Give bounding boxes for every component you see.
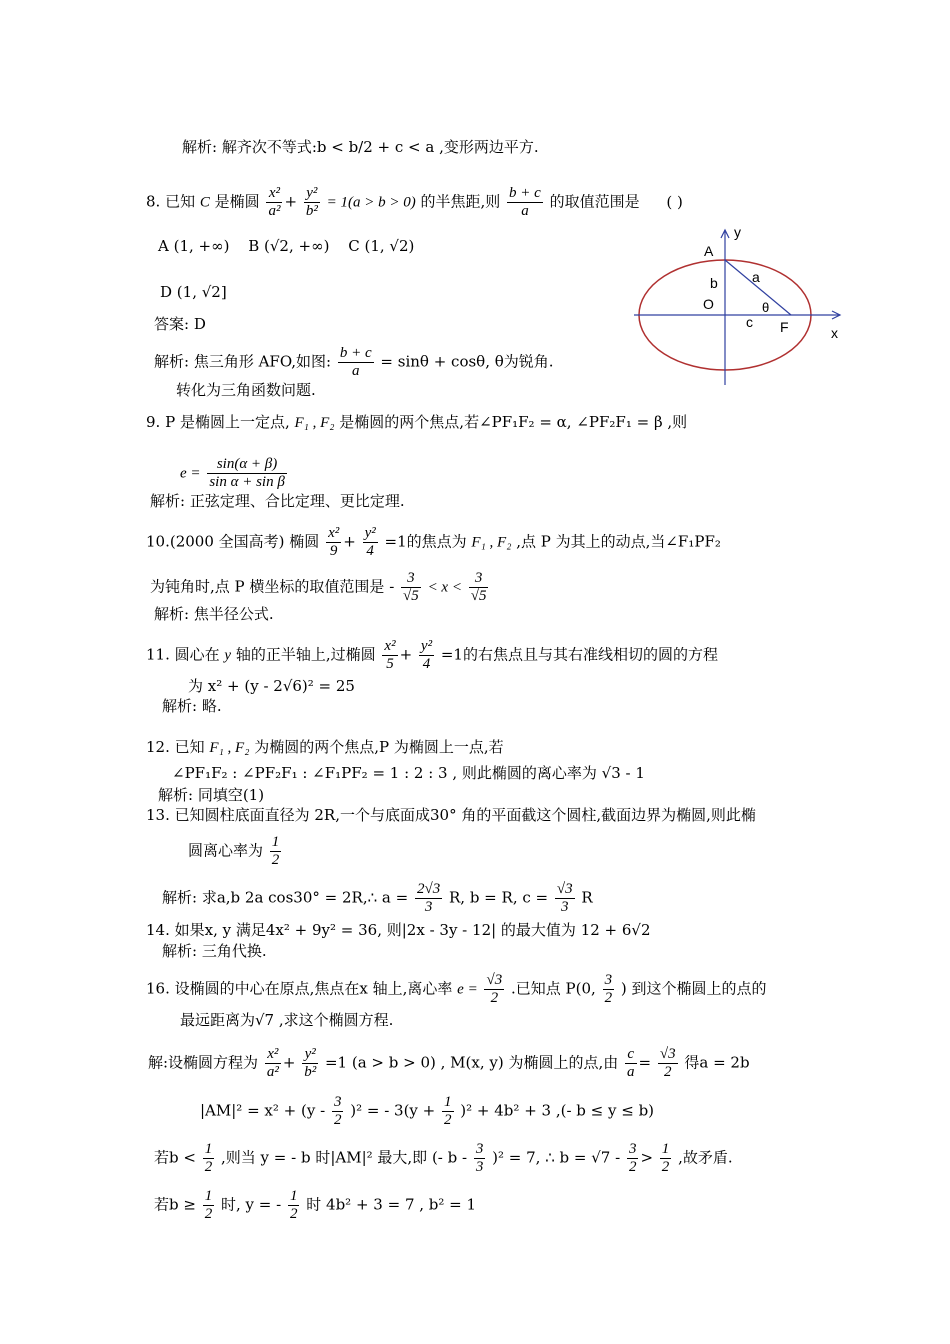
q8-semi-focal: 的半焦距,则 bbox=[420, 192, 501, 211]
q9-e: e = bbox=[180, 465, 201, 482]
s16-case2-b: 时, y = - bbox=[221, 1195, 282, 1214]
q8-condition: = 1(a > b > 0) bbox=[326, 194, 416, 211]
s16-am-1: |AM|² = x² + (y - bbox=[200, 1101, 326, 1120]
frac-3-2: $\frac{3}{2}$ bbox=[604, 972, 613, 1006]
answer-8-text: 答案: D bbox=[154, 315, 206, 333]
sol13-prefix: 解析: 求a,b 2a cos30° = 2R,∴ a = bbox=[162, 888, 409, 907]
q16-distance-text: 最远距离为√7 ,求这个椭圆方程. bbox=[180, 1011, 394, 1029]
question-12 bbox=[146, 737, 504, 758]
frac-x2-9: $\frac{\text{x²}}{9}$ bbox=[328, 525, 340, 559]
frac-2sqrt3-3: $\frac{2√3}{3}$ bbox=[416, 881, 441, 915]
solution-7 bbox=[182, 137, 539, 157]
frac-1-2-b: $\frac{1}{2}$ bbox=[444, 1094, 452, 1128]
solution-9 bbox=[150, 491, 405, 511]
question-10: 10.(2000 全国高考) 椭圆 $\frac{\text{x²}}{9}$ + $\frac{\text{y²}}{4}$ =1的焦点为 F₁ , F₂ ,点 P 为其上的动点,当∠F₁PF₂ bbox=[146, 525, 721, 559]
frac-x2-5: $\frac{\text{x²}}{5}$ bbox=[384, 638, 396, 672]
q8-option-d bbox=[160, 282, 227, 302]
frac-y2-b2-b: $\frac{\text{y²}}{\text{b²}}$ bbox=[304, 1046, 317, 1080]
solution-16-setup: 解:设椭圆方程为 $\frac{\text{x²}}{\text{a²}}$ + $\frac{\text{y²}}{\text{b²}}$ =1 (a > b > 0) , M(x, y) 为椭圆上的点,由 $\frac{c}{a}$ = $\frac{√3}{2}$ 得a = 2b bbox=[148, 1046, 750, 1080]
s16-prefix: 解:设椭圆方程为 bbox=[148, 1053, 259, 1072]
frac-1-2-a: $\frac{1}{2}$ bbox=[271, 834, 280, 868]
label-c: c bbox=[746, 314, 753, 330]
label-a: a bbox=[752, 269, 760, 285]
s16-case1-b: ,则当 y = - b 时|AM|² 最大,即 (- b - bbox=[221, 1148, 468, 1167]
solution-10 bbox=[154, 604, 274, 624]
s16-am-2: )² = - 3(y + bbox=[350, 1101, 436, 1120]
frac-3-sqrt5-b: $\frac{3}{√5}$ bbox=[470, 570, 487, 604]
frac-3-2-b: $\frac{3}{2}$ bbox=[333, 1094, 342, 1128]
frac-x2-a2-b: $\frac{\text{x²}}{\text{a²}}$ bbox=[266, 1046, 279, 1080]
sol13-end: R bbox=[581, 888, 593, 907]
q13-answer bbox=[188, 834, 283, 869]
frac-3-2-c: $\frac{3}{2}$ bbox=[628, 1141, 637, 1175]
q11-answer bbox=[188, 676, 355, 696]
q9-prefix: 9. P 是椭圆上一定点, bbox=[146, 413, 290, 431]
q16-prefix: 16. 设椭圆的中心在原点,焦点在x 轴上,离心率 bbox=[146, 979, 453, 998]
sol13-mid: R, b = R, c = bbox=[448, 888, 549, 907]
label-o: O bbox=[703, 296, 714, 312]
q13-text: 13. 已知圆柱底面直径为 2R,一个与底面成30° 角的平面截这个圆柱,截面边界为椭圆,则此椭 bbox=[146, 806, 756, 824]
frac-c-a: $\frac{c}{a}$ bbox=[627, 1046, 635, 1080]
question-9 bbox=[146, 412, 687, 433]
q12-prefix: 12. 已知 bbox=[146, 738, 205, 756]
frac-y2-4: $\frac{\text{y²}}{4}$ bbox=[364, 525, 376, 559]
question-14 bbox=[146, 920, 651, 940]
q10-prefix: 10.(2000 全国高考) 椭圆 bbox=[146, 532, 320, 551]
frac-sin: $\frac{\sin(\alpha + \beta)}{\text{sin α + sin β}}$ bbox=[209, 456, 285, 490]
frac-x2-a2: $\frac{\text{x²}}{\text{a²}}$ bbox=[268, 185, 281, 219]
q10-range bbox=[150, 570, 490, 605]
sol14-text: 解析: 三角代换. bbox=[162, 942, 267, 960]
solution-8 bbox=[154, 345, 554, 380]
q8-options-abc bbox=[158, 236, 414, 256]
s16-end: 得a = 2b bbox=[684, 1053, 750, 1072]
label-x: x bbox=[831, 325, 838, 341]
sol10-text: 解析: 焦半径公式. bbox=[154, 605, 274, 623]
q16-tail: ) 到这个椭圆上的点的 bbox=[620, 979, 767, 998]
label-y: y bbox=[734, 224, 741, 240]
solution-16-case1: 若b < $\frac{1}{2}$ ,则当 y = - b 时|AM|² 最大,即 (- b - $\frac{3}{3}$ )² = 7, ∴ b = √7 - $\frac{3}{2}$ > $\frac{1}{2}$ ,故矛盾. bbox=[154, 1141, 733, 1175]
question-11: 11. 圆心在 y 轴的正半轴上,过椭圆 $\frac{\text{x²}}{5}$ + $\frac{\text{y²}}{4}$ =1的右焦点且与其右准线相切的圆的方程 bbox=[146, 638, 718, 672]
sol8-eq: = sinθ + cosθ, θ为锐角. bbox=[380, 352, 554, 371]
frac-sqrt3-2: $\frac{√3}{2}$ bbox=[486, 972, 503, 1006]
sol12-text: 解析: 同填空(1) bbox=[158, 786, 265, 804]
s16-case2-a: 若b ≥ bbox=[154, 1195, 196, 1214]
q11-body: =1的右焦点且与其右准线相切的圆的方程 bbox=[440, 645, 718, 664]
solution-8-note bbox=[176, 380, 316, 400]
sol9-text: 解析: 正弦定理、合比定理、更比定理. bbox=[150, 492, 405, 510]
q16-distance bbox=[180, 1010, 393, 1030]
q9-body: 是椭圆的两个焦点,若∠PF₁F₂ = α, ∠PF₂F₁ = β ,则 bbox=[339, 413, 688, 431]
q10-foci-text: =1的焦点为 bbox=[384, 532, 467, 551]
q9-foci: F₁ , F₂ bbox=[294, 415, 335, 431]
sol8-note-text: 转化为三角函数问题. bbox=[176, 381, 316, 399]
sol8-prefix: 解析: 焦三角形 AFO,如图: bbox=[154, 352, 332, 371]
q16-point: .已知点 P(0, bbox=[511, 979, 596, 998]
solution-11 bbox=[162, 696, 222, 716]
frac-y2-b2: $\frac{\text{y²}}{\text{b²}}$ bbox=[305, 185, 318, 219]
s16-case1-a: 若b < bbox=[154, 1148, 196, 1167]
q8-blank: ( ) bbox=[666, 192, 683, 211]
q12-ratio bbox=[172, 763, 645, 783]
answer-8 bbox=[154, 314, 206, 334]
frac-sqrt3-2-b: $\frac{√3}{2}$ bbox=[659, 1046, 676, 1080]
solution-13 bbox=[162, 881, 593, 916]
q10-foci: F₁ , F₂ bbox=[471, 534, 512, 551]
frac-3-sqrt5-a: $\frac{3}{√5}$ bbox=[403, 570, 419, 604]
frac-1-2-f: $\frac{1}{2}$ bbox=[289, 1188, 298, 1222]
question-8: 8. 已知 C 是椭圆 $\frac{\text{x²}}{\text{a²}}$ + $\frac{\text{y²}}{\text{b²}}$ = 1(a > b > 0) 的半焦距,则 $\frac{b + c}{a}$ 的取值范围是 ( ) bbox=[146, 185, 683, 219]
frac-bc-a-2: $\frac{b + c}{a}$ bbox=[339, 345, 372, 379]
solution-7-text: 解析: 解齐次不等式:b < b/2 + c < a ,变形两边平方. bbox=[182, 138, 539, 156]
label-b: b bbox=[710, 275, 718, 291]
label-theta: θ bbox=[762, 300, 770, 315]
q12-ratio-text: ∠PF₁F₂ : ∠PF₂F₁ : ∠F₁PF₂ = 1 : 2 : 3 , 则此椭圆的离心率为 √3 - 1 bbox=[172, 764, 645, 782]
s16-case2-c: 时 4b² + 3 = 7 , b² = 1 bbox=[306, 1195, 477, 1214]
solution-16-case2 bbox=[154, 1188, 476, 1223]
q10-moving: ,点 P 为其上的动点,当∠F₁PF₂ bbox=[516, 532, 721, 551]
q12-foci: F₁ , F₂ bbox=[209, 740, 250, 756]
sol11-text: 解析: 略. bbox=[162, 697, 222, 715]
q10-minus: - bbox=[389, 577, 395, 596]
q9-formula bbox=[180, 456, 289, 491]
frac-y2-4-b: $\frac{\text{y²}}{4}$ bbox=[420, 638, 433, 672]
option-c: C (1, √2) bbox=[348, 237, 415, 255]
option-b: B (√2, +∞) bbox=[248, 237, 330, 255]
ellipse-figure bbox=[628, 220, 850, 390]
q10-ineq: < x < bbox=[427, 579, 462, 596]
q12-body: 为椭圆的两个焦点,P 为椭圆上一点,若 bbox=[254, 738, 504, 756]
frac-sqrt3-3: $\frac{√3}{3}$ bbox=[556, 881, 573, 915]
q11-ellipse: 轴的正半轴上,过椭圆 bbox=[235, 645, 376, 664]
option-d: D (1, √2] bbox=[160, 283, 227, 301]
solution-14 bbox=[162, 941, 267, 961]
s16-case1-d: ,故矛盾. bbox=[678, 1148, 733, 1167]
q11-y: y bbox=[224, 647, 232, 664]
q14-text: 14. 如果x, y 满足4x² + 9y² = 36, 则|2x - 3y - 12| 的最大值为 12 + 6√2 bbox=[146, 921, 651, 939]
frac-1-2-d: $\frac{1}{2}$ bbox=[661, 1141, 670, 1175]
solution-12 bbox=[158, 785, 264, 805]
q13-answer-text: 圆离心率为 bbox=[188, 841, 264, 860]
frac-3-3: $\frac{3}{3}$ bbox=[475, 1141, 484, 1175]
q8-range: 的取值范围是 bbox=[549, 192, 640, 211]
question-13 bbox=[146, 805, 756, 825]
question-16 bbox=[146, 972, 766, 1007]
label-f: F bbox=[780, 319, 789, 335]
q11-answer-text: 为 x² + (y - 2√6)² = 25 bbox=[188, 677, 355, 695]
frac-1-2-c: $\frac{1}{2}$ bbox=[204, 1141, 213, 1175]
q11-prefix: 11. 圆心在 bbox=[146, 645, 220, 664]
frac-1-2-e: $\frac{1}{2}$ bbox=[204, 1188, 213, 1222]
q8-c: C bbox=[199, 194, 210, 211]
solution-16-am bbox=[200, 1094, 654, 1129]
q8-prefix: 8. 已知 bbox=[146, 192, 196, 211]
option-a: A (1, +∞) bbox=[158, 237, 230, 255]
q16-e: e = bbox=[457, 981, 478, 998]
frac-bc-a: $\frac{b + c}{a}$ bbox=[509, 185, 541, 219]
s16-am-3: )² + 4b² + 3 ,(- b ≤ y ≤ b) bbox=[460, 1101, 655, 1120]
q10-range-text: 为钝角时,点 P 横坐标的取值范围是 bbox=[150, 577, 385, 596]
s16-case1-c: )² = 7, ∴ b = √7 - bbox=[492, 1148, 621, 1167]
s16-mid: =1 (a > b > 0) , M(x, y) 为椭圆上的点,由 bbox=[324, 1053, 619, 1072]
q8-ellipse-text: 是椭圆 bbox=[214, 192, 260, 211]
label-a-point: A bbox=[704, 243, 714, 259]
